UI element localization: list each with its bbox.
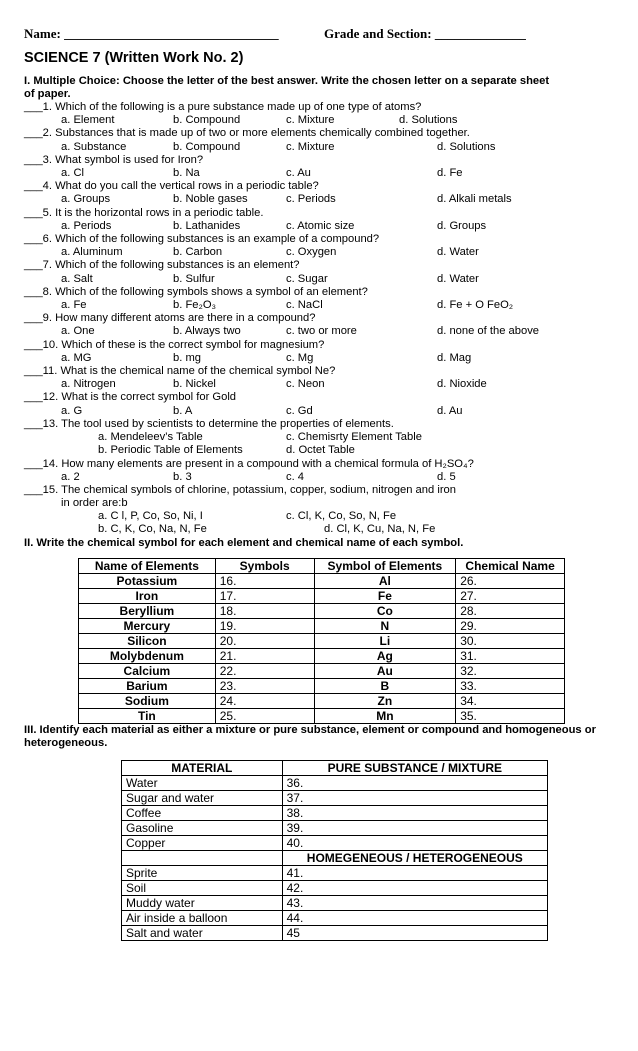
part3-instruction: III. Identify each material as either a mixture or pure substance, element or compound and homogeneous or (24, 724, 596, 736)
material-cell: Coffee (122, 806, 283, 821)
option-c: c. Sugar (286, 272, 328, 285)
chemical-name-answer-cell: 26. (456, 574, 565, 589)
chemical-name-answer-cell: 34. (456, 694, 565, 709)
option-b: b. Sulfur (173, 272, 215, 285)
option-d: d. none of the above (437, 325, 540, 338)
option-b: b. Lathanides (173, 219, 241, 232)
header-name-of-elements: Name of Elements (79, 559, 216, 574)
question-text: ___1. Which of the following is a pure substance made up of one type of atoms? (24, 101, 422, 113)
option-b: b. Always two (173, 325, 241, 338)
option-d: d. Solutions (437, 140, 496, 153)
table-row (79, 589, 565, 604)
element-name-cell: Tin (79, 709, 216, 724)
option-d: d. Fe (437, 167, 463, 179)
option-c: c. Mixture (286, 140, 335, 153)
answer-cell: 43. (282, 896, 547, 911)
header-homogeneous-heterogeneous: HOMEGENEOUS / HETEROGENEOUS (282, 851, 547, 866)
option-a: a. Fe (61, 299, 87, 311)
element-name-cell: Silicon (79, 634, 216, 649)
option-b: b. Noble gases (173, 193, 248, 206)
material-cell: Salt and water (122, 926, 283, 941)
element-symbol-cell: B (314, 679, 456, 694)
material-cell: Gasoline (122, 821, 283, 836)
answer-cell: 36. (282, 776, 547, 791)
answer-cell: 41. (282, 866, 547, 881)
table-row (122, 806, 548, 821)
chemical-name-answer-cell: 28. (456, 604, 565, 619)
table-row (79, 619, 565, 634)
option-a: a. One (61, 325, 95, 338)
option-c: c. 4 (286, 471, 305, 483)
element-symbol-cell: Fe (314, 589, 456, 604)
symbol-answer-cell: 20. (215, 634, 314, 649)
question-text: ___7. Which of the following substances is an element? (24, 259, 300, 272)
table-row (79, 604, 565, 619)
table-row (122, 866, 548, 881)
symbol-answer-cell: 24. (215, 694, 314, 709)
table-row (79, 709, 565, 724)
option-d: d. Octet Table (286, 444, 355, 456)
option-c: c. Periods (286, 193, 336, 206)
table-row (122, 911, 548, 926)
option-a: a. Element (61, 114, 115, 127)
table-row (122, 791, 548, 806)
option-d: d. Nioxide (437, 378, 487, 391)
option-d: d. Groups (437, 219, 487, 232)
option-d: d. Water (437, 246, 479, 259)
chemical-name-answer-cell: 31. (456, 649, 565, 664)
option-b: b. Carbon (173, 246, 223, 259)
table-row (122, 896, 548, 911)
option-c: c. Oxygen (286, 246, 337, 259)
question-text: ___2. Substances that is made up of two or more elements chemically combined together. (24, 127, 470, 140)
part1-instruction-cont: of paper. (24, 88, 71, 100)
option-c: c. Gd (286, 404, 313, 417)
question-text: ___3. What symbol is used for Iron? (24, 153, 204, 166)
element-name-cell: Calcium (79, 664, 216, 679)
option-b: b. C, K, Co, Na, N, Fe (98, 523, 207, 535)
table-subheader-row (122, 851, 548, 866)
header-pure-mixture: PURE SUBSTANCE / MIXTURE (282, 761, 547, 776)
option-a: a. Cl (61, 167, 85, 179)
question-text: ___15. The chemical symbols of chlorine, potassium, copper, sodium, nitrogen and iron (24, 484, 456, 496)
option-d: d. Fe + O FeO₂ (437, 299, 514, 311)
table-row (79, 574, 565, 589)
option-c: c. two or more (286, 325, 357, 338)
table-row (79, 664, 565, 679)
chemical-name-answer-cell: 33. (456, 679, 565, 694)
element-name-cell: Barium (79, 679, 216, 694)
question-text: ___14. How many elements are present in a compound with a chemical formula of H₂SO₄? (24, 458, 474, 470)
chemical-name-answer-cell: 35. (456, 709, 565, 724)
table-header-row (79, 559, 565, 574)
element-name-cell: Sodium (79, 694, 216, 709)
chemical-name-answer-cell: 32. (456, 664, 565, 679)
answer-cell: 40. (282, 836, 547, 851)
option-d: d. Alkali metals (437, 193, 512, 206)
material-cell: Sugar and water (122, 791, 283, 806)
header-symbols: Symbols (215, 559, 314, 574)
option-b: b. Compound (173, 140, 241, 153)
chemical-name-answer-cell: 30. (456, 634, 565, 649)
option-a: a. 2 (61, 471, 80, 483)
header-material: MATERIAL (122, 761, 283, 776)
material-classification-table (121, 760, 548, 941)
part3-instruction-cont: heterogeneous. (24, 737, 108, 749)
option-b: b. A (173, 404, 193, 417)
answer-cell: 39. (282, 821, 547, 836)
option-a: a. Groups (61, 193, 111, 206)
symbol-answer-cell: 17. (215, 589, 314, 604)
material-cell: Soil (122, 881, 283, 896)
question-text: ___6. Which of the following substances is an example of a compound? (24, 233, 380, 245)
empty-cell (122, 851, 283, 866)
option-b: b. mg (173, 351, 201, 364)
element-symbol-cell: Mn (314, 709, 456, 724)
table-row (122, 836, 548, 851)
option-a: a. Mendeleev’s Table (98, 431, 203, 443)
element-symbol-cell: N (314, 619, 456, 634)
table-row (122, 821, 548, 836)
table-row (79, 694, 565, 709)
option-d: d. Water (437, 272, 479, 285)
material-cell: Air inside a balloon (122, 911, 283, 926)
option-b: b. Fe₂O₃ (173, 299, 217, 311)
table-row (79, 679, 565, 694)
chemical-name-answer-cell: 29. (456, 619, 565, 634)
table-row (79, 649, 565, 664)
part2-instruction: II. Write the chemical symbol for each element and chemical name of each symbol. (24, 537, 464, 549)
option-c: c. Mixture (286, 114, 335, 127)
table-row (122, 776, 548, 791)
symbol-answer-cell: 23. (215, 679, 314, 694)
option-b: b. 3 (173, 471, 192, 483)
header-symbol-of-elements: Symbol of Elements (314, 559, 456, 574)
option-a: a. G (61, 404, 83, 417)
question-text: ___9. How many different atoms are there in a compound? (24, 312, 316, 325)
answer-cell: 45 (282, 926, 547, 941)
symbol-answer-cell: 21. (215, 649, 314, 664)
material-cell: Sprite (122, 866, 283, 881)
option-c: c. Mg (286, 351, 314, 364)
element-symbol-cell: Li (314, 634, 456, 649)
header (24, 26, 614, 44)
option-c: c. NaCl (286, 299, 323, 311)
part1-instruction: I. Multiple Choice: Choose the letter of the best answer. Write the chosen letter on a separate sheet (24, 75, 550, 87)
element-symbol-cell: Au (314, 664, 456, 679)
option-a: a. Periods (61, 219, 112, 232)
question-text: ___13. The tool used by scientists to determine the properties of elements. (24, 418, 394, 430)
option-b: b. Periodic Table of Elements (98, 444, 243, 456)
element-name-cell: Iron (79, 589, 216, 604)
option-a: a. C l, P, Co, So, Ni, I (98, 510, 203, 522)
table-row (122, 926, 548, 941)
answer-cell: 44. (282, 911, 547, 926)
option-a: a. Nitrogen (61, 378, 116, 391)
table-row (122, 881, 548, 896)
option-d: d. Au (437, 404, 463, 417)
option-a: a. MG (61, 351, 92, 364)
option-d: d. Cl, K, Cu, Na, N, Fe (324, 523, 436, 535)
symbol-answer-cell: 25. (215, 709, 314, 724)
material-cell: Copper (122, 836, 283, 851)
table-header-row (122, 761, 548, 776)
option-a: a. Aluminum (61, 246, 123, 259)
answer-cell: 42. (282, 881, 547, 896)
element-symbol-cell: Zn (314, 694, 456, 709)
question-text: ___8. Which of the following symbols shows a symbol of an element? (24, 285, 368, 298)
question-text: ___10. Which of these is the correct symbol for magnesium? (24, 338, 325, 351)
element-symbol-cell: Co (314, 604, 456, 619)
option-b: b. Nickel (173, 378, 216, 391)
option-c: c. Au (286, 167, 311, 179)
question-text: ___5. It is the horizontal rows in a periodic table. (24, 206, 264, 219)
header-chemical-name: Chemical Name (456, 559, 565, 574)
option-b: b. Na (173, 167, 200, 179)
option-b: b. Compound (173, 114, 241, 127)
question-text: ___11. What is the chemical name of the chemical symbol Ne? (24, 365, 336, 377)
element-symbol-cell: Al (314, 574, 456, 589)
table-row (79, 634, 565, 649)
symbol-answer-cell: 16. (215, 574, 314, 589)
option-c: c. Neon (286, 378, 325, 391)
option-c: c. Chemisrty Element Table (286, 431, 422, 443)
element-name-cell: Mercury (79, 619, 216, 634)
symbol-answer-cell: 18. (215, 604, 314, 619)
answer-cell: 38. (282, 806, 547, 821)
grade-section-field-label: Grade and Section: ______________ (324, 26, 526, 41)
question-text: ___4. What do you call the vertical rows in a periodic table? (24, 180, 319, 193)
element-symbol-cell: Ag (314, 649, 456, 664)
option-c: c. Cl, K, Co, So, N, Fe (286, 510, 397, 522)
option-d: d. Mag (437, 351, 472, 364)
element-name-cell: Potassium (79, 574, 216, 589)
name-field-label: Name: _________________________________ (24, 26, 279, 41)
question-text: ___12. What is the correct symbol for Gold (24, 391, 237, 404)
material-cell: Water (122, 776, 283, 791)
symbol-answer-cell: 22. (215, 664, 314, 679)
material-cell: Muddy water (122, 896, 283, 911)
element-symbol-table (78, 558, 565, 724)
option-d: d. 5 (437, 471, 456, 483)
element-name-cell: Beryllium (79, 604, 216, 619)
symbol-answer-cell: 19. (215, 619, 314, 634)
option-a: a. Salt (61, 272, 93, 285)
page-title: SCIENCE 7 (Written Work No. 2) (24, 50, 244, 66)
chemical-name-answer-cell: 27. (456, 589, 565, 604)
answer-cell: 37. (282, 791, 547, 806)
option-a: a. Substance (61, 140, 127, 153)
option-c: c. Atomic size (286, 219, 355, 232)
question-text-cont: in order are:b (61, 497, 128, 509)
option-d: d. Solutions (399, 114, 458, 127)
element-name-cell: Molybdenum (79, 649, 216, 664)
